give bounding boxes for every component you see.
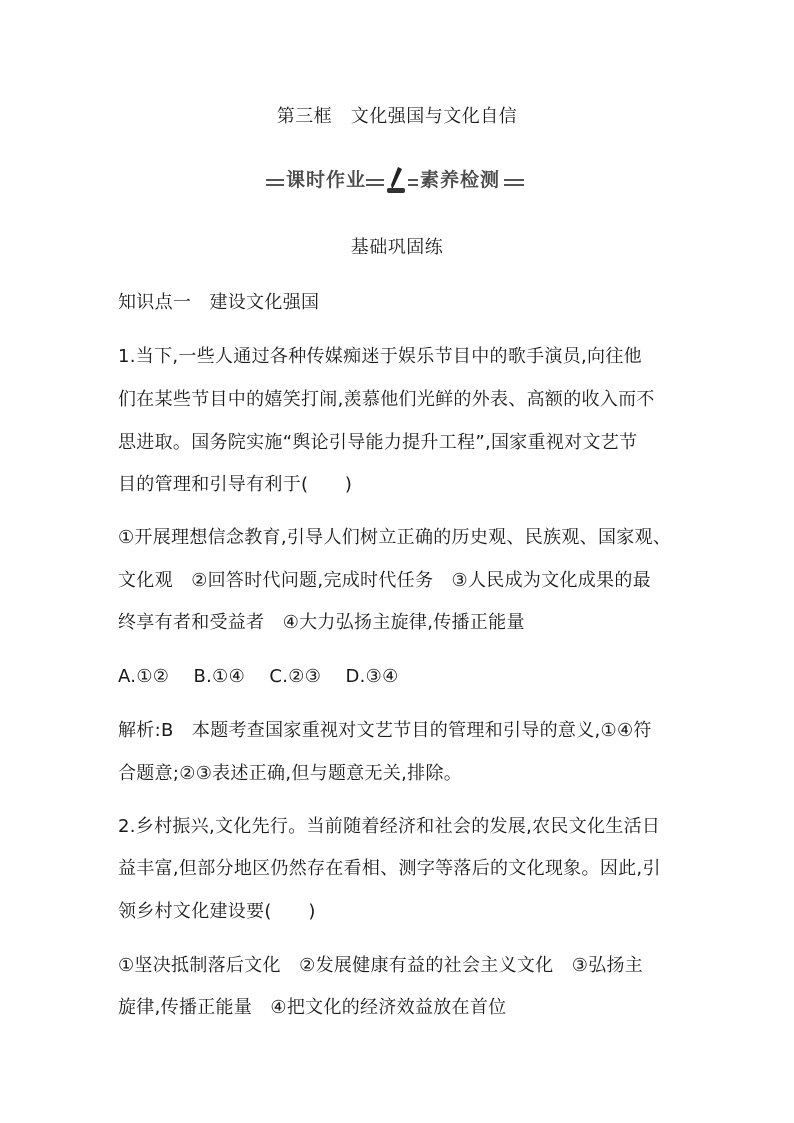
banner-left-rule bbox=[266, 179, 284, 181]
question-1-analysis-1: 解析:B 本题考查国家重视对文艺节目的管理和引导的意义,①④符 bbox=[118, 720, 652, 741]
page-title: 第三框 文化强国与文化自信 bbox=[276, 106, 518, 127]
pen-icon bbox=[385, 166, 407, 194]
banner-right-rule bbox=[504, 179, 524, 181]
question-1-line-2: 们在某些节目中的嬉笑打闹,羡慕他们光鲜的外表、高额的收入而不 bbox=[118, 389, 655, 410]
question-1-choices: A.①② B.①④ C.②③ D.③④ bbox=[118, 666, 399, 687]
banner-mid-rule-2-lower bbox=[408, 184, 418, 186]
question-1-analysis-2: 合题意;②③表述正确,但与题意无关,排除。 bbox=[118, 763, 463, 784]
question-1-options-3: 终享有者和受益者 ④大力弘扬主旋律,传播正能量 bbox=[118, 612, 525, 633]
section-title: 基础巩固练 bbox=[350, 237, 444, 258]
question-1-line-1: 1.当下,一些人通过各种传媒痴迷于娱乐节目中的歌手演员,向往他 bbox=[118, 346, 642, 367]
question-2-options-1: ①坚决抵制落后文化 ②发展健康有益的社会主义文化 ③弘扬主 bbox=[118, 955, 644, 976]
banner-mid-rule bbox=[366, 179, 384, 181]
banner-left-label: 课时作业 bbox=[286, 169, 367, 191]
banner-right-label: 素养检测 bbox=[420, 169, 501, 191]
knowledge-point-heading: 知识点一 建设文化强国 bbox=[118, 292, 320, 313]
banner-right-rule-lower bbox=[504, 184, 524, 186]
question-2-line-3: 领乡村文化建设要( ) bbox=[118, 901, 316, 922]
question-1-options-1: ①开展理想信念教育,引导人们树立正确的历史观、民族观、国家观、 bbox=[118, 527, 672, 548]
banner-left-rule-lower bbox=[266, 184, 284, 186]
question-1-options-2: 文化观 ②回答时代问题,完成时代任务 ③人民成为文化成果的最 bbox=[118, 570, 651, 591]
question-2-line-1: 2.乡村振兴,文化先行。当前随着经济和社会的发展,农民文化生活日 bbox=[118, 816, 661, 837]
question-1-line-3: 思进取。国务院实施“舆论引导能力提升工程”,国家重视对文艺节 bbox=[118, 432, 638, 453]
banner-mid-rule-lower bbox=[366, 184, 384, 186]
question-2-options-2: 旋律,传播正能量 ④把文化的经济效益放在首位 bbox=[118, 997, 507, 1018]
question-1-line-4: 目的管理和引导有利于( ) bbox=[118, 474, 353, 495]
banner-mid-rule-2 bbox=[408, 179, 418, 181]
question-2-line-2: 益丰富,但部分地区仍然存在看相、测字等落后的文化现象。因此,引 bbox=[118, 858, 661, 879]
section-banner bbox=[266, 166, 524, 196]
